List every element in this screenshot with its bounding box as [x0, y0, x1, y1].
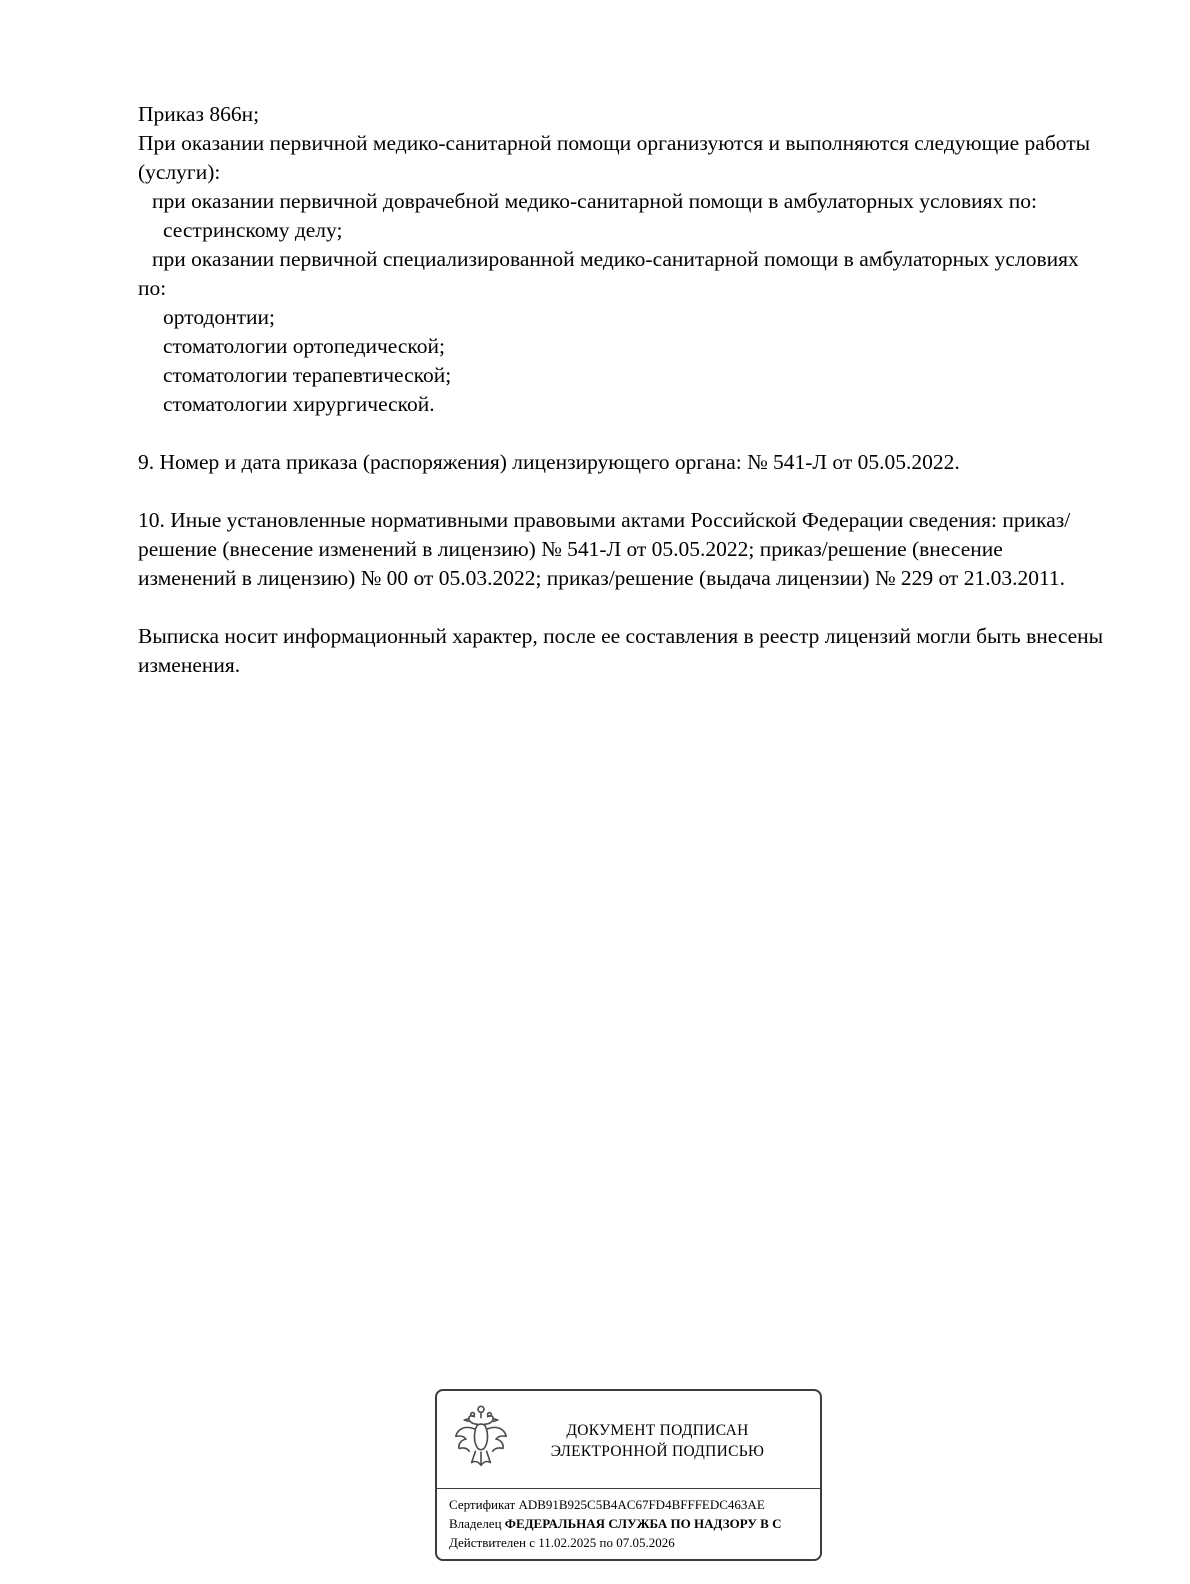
- owner-label: Владелец: [449, 1516, 502, 1531]
- paragraph-item-10: 10. Иные установленные нормативными правовыми актами Российской Федерации сведения: приказ/решение (внесение изменений в лицензию) № 541-Л от 05.05.2022; приказ/решение (внесение изменений в лицензию) № 00 от 05.03.2022; приказ/решение (выдача лицензии) № 229 от 21.03.2011.: [138, 508, 1071, 590]
- owner-value: ФЕДЕРАЛЬНАЯ СЛУЖБА ПО НАДЗОРУ В С: [504, 1516, 782, 1531]
- stamp-title-line1: ДОКУМЕНТ ПОДПИСАН: [566, 1421, 749, 1439]
- coat-of-arms-icon: [453, 1402, 511, 1480]
- signature-stamp: [435, 1389, 822, 1561]
- certificate-value: ADB91B925C5B4AC67FD4BFFFEDC463AE: [518, 1497, 765, 1512]
- paragraph-works-intro: При оказании первичной медико-санитарной помощи организуются и выполняются следующие работы (услуги):: [138, 131, 1091, 184]
- paragraph-specializirovannaya-pomosh: при оказании первичной специализированной медико-санитарной помощи в амбулаторных условиях по:: [138, 247, 1079, 300]
- stamp-validity-row: Действителен с 11.02.2025 по 07.05.2026: [449, 1535, 675, 1550]
- stamp-certificate-row: [449, 1495, 820, 1514]
- certificate-label: Сертификат: [449, 1497, 516, 1512]
- list-item: стоматологии терапевтической;: [163, 363, 452, 387]
- paragraph-item-9: 9. Номер и дата приказа (распоряжения) лицензирующего органа: № 541-Л от 05.05.2022.: [138, 450, 960, 474]
- paragraph-dovrachebnaya-pomosh: при оказании первичной доврачебной медико-санитарной помощи в амбулаторных условиях по:: [152, 189, 1037, 213]
- document-body: [138, 100, 1104, 680]
- stamp-owner-row: [449, 1514, 820, 1533]
- stamp-title: [511, 1420, 810, 1462]
- list-item: стоматологии хирургической.: [163, 392, 435, 416]
- stamp-details: [437, 1488, 820, 1559]
- list-item: сестринскому делу;: [163, 218, 343, 242]
- stamp-title-line2: ЭЛЕКТРОННОЙ ПОДПИСЬЮ: [550, 1442, 765, 1460]
- paragraph-prikaz-866n: Приказ 866н;: [138, 102, 260, 126]
- list-item: стоматологии ортопедической;: [163, 334, 446, 358]
- stamp-header: [437, 1391, 820, 1488]
- paragraph-disclaimer: Выписка носит информационный характер, после ее составления в реестр лицензий могли быть внесены изменения.: [138, 624, 1104, 677]
- list-item: ортодонтии;: [163, 305, 276, 329]
